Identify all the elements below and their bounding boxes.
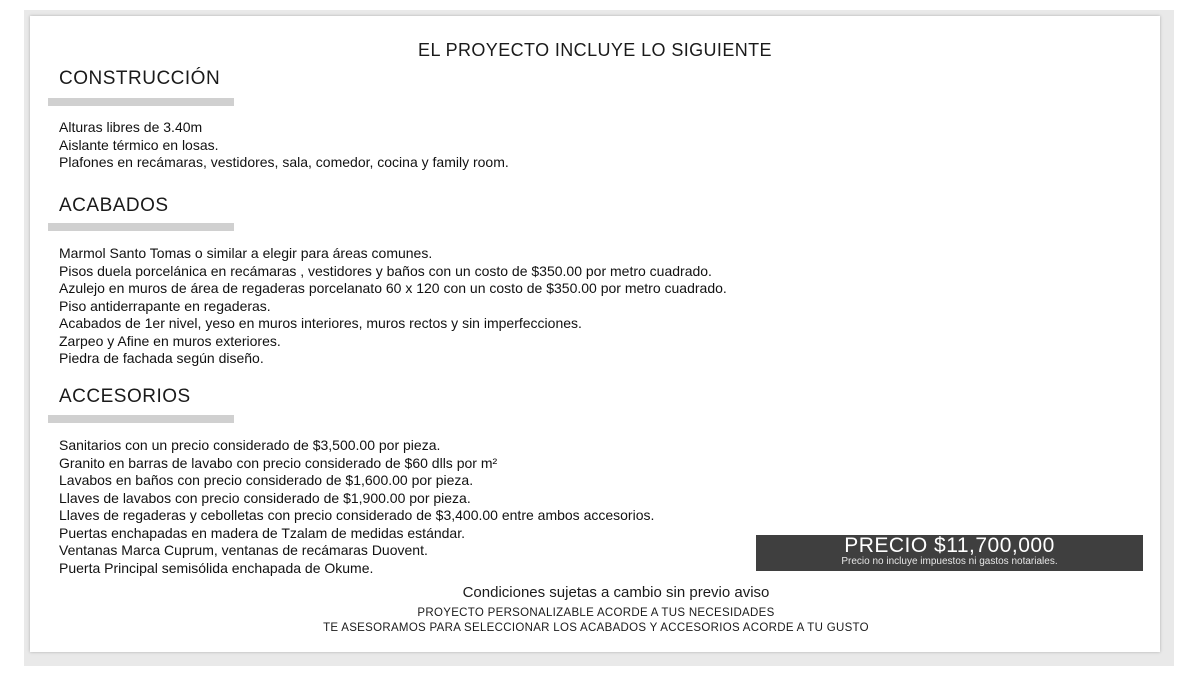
list-item: Pisos duela porcelánica en recámaras , vestidores y baños con un costo de $350.00 por metro cuadrado. bbox=[59, 262, 712, 279]
price-note: Precio no incluye impuestos ni gastos notariales. bbox=[841, 556, 1058, 567]
list-item: Puerta Principal semisólida enchapada de Okume. bbox=[59, 559, 374, 576]
section-heading-acabados: ACABADOS bbox=[59, 195, 169, 216]
list-item: Piso antiderrapante en regaderas. bbox=[59, 297, 271, 314]
list-item: Plafones en recámaras, vestidores, sala, comedor, cocina y family room. bbox=[59, 154, 509, 170]
list-item: Azulejo en muros de área de regaderas porcelanato 60 x 120 con un costo de $350.00 por metro cuadrado. bbox=[59, 280, 727, 296]
list-item: Piedra de fachada según diseño. bbox=[59, 350, 264, 366]
page-title: EL PROYECTO INCLUYE LO SIGUIENTE bbox=[418, 40, 772, 60]
price-label: PRECIO $11,700,000 bbox=[844, 534, 1055, 557]
list-item: Sanitarios con un precio considerado de $3,500.00 por pieza. bbox=[59, 437, 441, 453]
section-divider-acabados bbox=[48, 223, 234, 231]
footer-line-1: PROYECTO PERSONALIZABLE ACORDE A TUS NECESIDADES bbox=[417, 607, 775, 619]
list-item: Ventanas Marca Cuprum, ventanas de recámaras Duovent. bbox=[59, 542, 428, 558]
list-item: Aislante térmico en losas. bbox=[59, 136, 219, 153]
list-item: Granito en barras de lavabo con precio considerado de $60 dlls por m² bbox=[59, 454, 498, 471]
list-item: Llaves de regaderas y cebolletas con precio considerado de $3,400.00 entre ambos accesorios. bbox=[59, 507, 655, 523]
footer-line-2: TE ASESORAMOS PARA SELECCIONAR LOS ACABADOS Y ACCESORIOS ACORDE A TU GUSTO bbox=[323, 622, 869, 634]
conditions-notice: Condiciones sujetas a cambio sin previo aviso bbox=[462, 584, 770, 601]
list-item: Lavabos en baños con precio considerado de $1,600.00 por pieza. bbox=[59, 472, 474, 488]
section-heading-accesorios: ACCESORIOS bbox=[59, 386, 191, 407]
section-list-accesorios bbox=[59, 437, 654, 577]
list-item: Marmol Santo Tomas o similar a elegir para áreas comunes. bbox=[59, 245, 433, 261]
list-item: Acabados de 1er nivel, yeso en muros interiores, muros rectos y sin imperfecciones. bbox=[59, 315, 582, 331]
section-list-acabados bbox=[59, 245, 727, 368]
list-item: Zarpeo y Afine en muros exteriores. bbox=[59, 332, 281, 349]
document-card bbox=[30, 16, 1160, 652]
section-divider-accesorios bbox=[48, 415, 234, 423]
section-divider-construccion bbox=[48, 98, 234, 106]
section-list-construccion bbox=[59, 119, 509, 172]
list-item: Alturas libres de 3.40m bbox=[59, 119, 203, 135]
price-banner bbox=[756, 535, 1143, 571]
list-item: Puertas enchapadas en madera de Tzalam de medidas estándar. bbox=[59, 524, 465, 541]
section-heading-construccion: CONSTRUCCIÓN bbox=[59, 68, 221, 89]
list-item: Llaves de lavabos con precio considerado de $1,900.00 por pieza. bbox=[59, 489, 471, 506]
